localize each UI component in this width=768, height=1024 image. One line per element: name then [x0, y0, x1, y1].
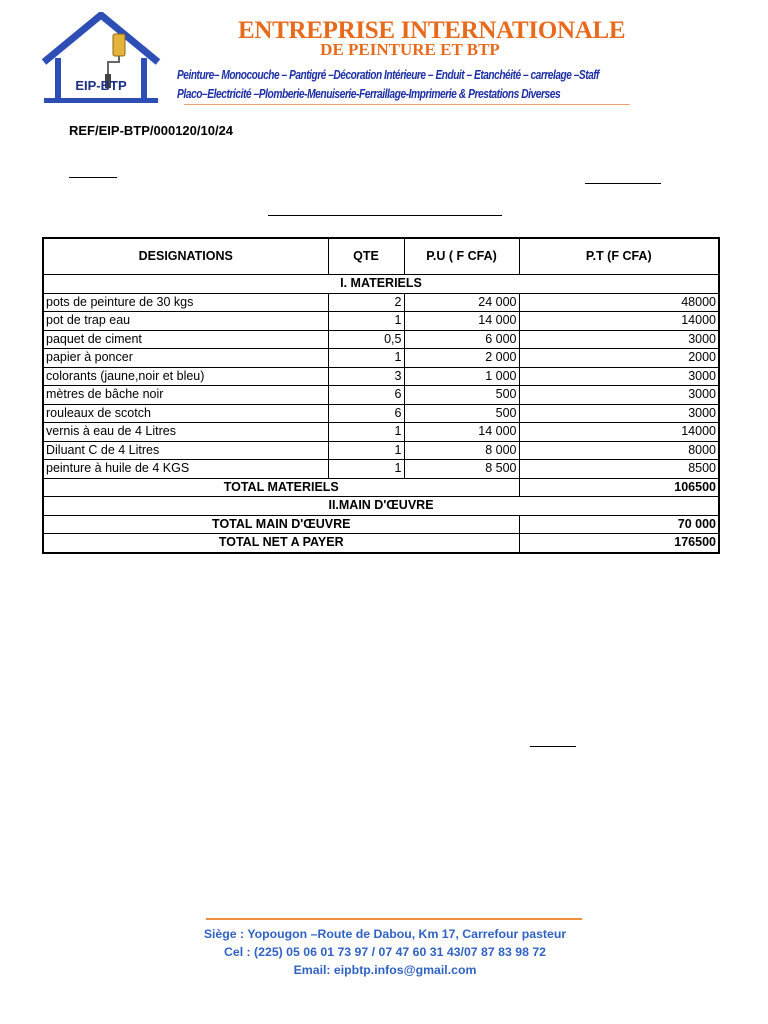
row-total-price: 3000	[519, 330, 719, 349]
row-unit-price: 6 000	[404, 330, 519, 349]
row-unit-price: 500	[404, 404, 519, 423]
total-net-value: 176500	[519, 534, 719, 553]
logo-text: EIP-BTP	[75, 78, 127, 93]
row-qte: 0,5	[328, 330, 404, 349]
row-qte: 6	[328, 404, 404, 423]
row-total-price: 14000	[519, 312, 719, 331]
blank-line-right	[585, 183, 661, 184]
header-total-price: P.T (F CFA)	[519, 238, 719, 275]
row-designation: pots de peinture de 30 kgs	[43, 293, 328, 312]
row-designation: colorants (jaune,noir et bleu)	[43, 367, 328, 386]
row-designation: papier à poncer	[43, 349, 328, 368]
row-designation: Diluant C de 4 Litres	[43, 441, 328, 460]
row-unit-price: 500	[404, 386, 519, 405]
table-row	[43, 423, 719, 442]
table-row	[43, 312, 719, 331]
section-materials	[43, 275, 719, 294]
row-unit-price: 14 000	[404, 312, 519, 331]
total-labor-value: 70 000	[519, 515, 719, 534]
row-total-price: 14000	[519, 423, 719, 442]
footer-address: Siège : Yopougon –Route de Dabou, Km 17, Carrefour pasteur	[203, 927, 567, 941]
row-unit-price: 8 000	[404, 441, 519, 460]
row-unit-price: 2 000	[404, 349, 519, 368]
row-designation: rouleaux de scotch	[43, 404, 328, 423]
row-qte: 1	[328, 460, 404, 479]
total-net-label: TOTAL NET A PAYER	[43, 534, 519, 553]
footer-divider	[206, 918, 582, 920]
header-divider	[184, 104, 630, 105]
invoice-table	[42, 237, 720, 554]
row-designation: peinture à huile de 4 KGS	[43, 460, 328, 479]
signature-line	[530, 746, 576, 747]
total-labor-label: TOTAL MAIN D'ŒUVRE	[43, 515, 519, 534]
row-unit-price: 8 500	[404, 460, 519, 479]
footer-email: Email: eipbtp.infos@gmail.com	[293, 963, 477, 977]
row-total-price: 48000	[519, 293, 719, 312]
total-labor-row	[43, 515, 719, 534]
total-materials-value: 106500	[519, 478, 719, 497]
services-line-1: Peinture– Monocouche – Pantigré –Décoration Intérieure – Enduit – Etanchéité – carrelage –Staff	[177, 67, 599, 82]
row-qte: 1	[328, 441, 404, 460]
row-designation: paquet de ciment	[43, 330, 328, 349]
total-materials-label: TOTAL MATERIELS	[43, 478, 519, 497]
services-line-2: Placo–Electricité –Plomberie-Menuiserie-Ferraillage-Imprimerie & Prestations Diverses	[177, 86, 561, 101]
row-unit-price: 1 000	[404, 367, 519, 386]
table-row	[43, 349, 719, 368]
row-qte: 3	[328, 367, 404, 386]
company-name: ENTREPRISE INTERNATIONALE	[238, 17, 626, 44]
section-labor	[43, 497, 719, 516]
total-net-row	[43, 534, 719, 553]
table-header-row	[43, 238, 719, 275]
table-row	[43, 404, 719, 423]
table-row	[43, 367, 719, 386]
row-total-price: 2000	[519, 349, 719, 368]
document-reference: REF/EIP-BTP/000120/10/24	[69, 123, 234, 138]
row-qte: 2	[328, 293, 404, 312]
row-unit-price: 14 000	[404, 423, 519, 442]
row-qte: 6	[328, 386, 404, 405]
blank-line-left	[69, 177, 117, 178]
row-designation: vernis à eau de 4 Litres	[43, 423, 328, 442]
row-total-price: 3000	[519, 404, 719, 423]
company-logo	[40, 12, 162, 106]
blank-line-title	[268, 215, 502, 216]
table-row	[43, 441, 719, 460]
total-materials-row	[43, 478, 719, 497]
footer-phone: Cel : (225) 05 06 01 73 97 / 07 47 60 31 43/07 87 83 98 72	[223, 945, 547, 959]
header-qte: QTE	[328, 238, 404, 275]
table-row	[43, 460, 719, 479]
row-total-price: 8000	[519, 441, 719, 460]
row-designation: pot de trap eau	[43, 312, 328, 331]
row-total-price: 3000	[519, 386, 719, 405]
row-total-price: 8500	[519, 460, 719, 479]
section-labor-label: II.MAIN D'ŒUVRE	[43, 497, 719, 516]
row-qte: 1	[328, 312, 404, 331]
row-total-price: 3000	[519, 367, 719, 386]
row-qte: 1	[328, 349, 404, 368]
header-unit-price: P.U ( F CFA)	[404, 238, 519, 275]
row-unit-price: 24 000	[404, 293, 519, 312]
table-row	[43, 293, 719, 312]
table-row	[43, 386, 719, 405]
row-qte: 1	[328, 423, 404, 442]
company-subtitle: DE PEINTURE ET BTP	[320, 40, 500, 59]
table-row	[43, 330, 719, 349]
header-designations: DESIGNATIONS	[43, 238, 328, 275]
section-materials-label: I. MATERIELS	[43, 275, 719, 294]
row-designation: mètres de bâche noir	[43, 386, 328, 405]
